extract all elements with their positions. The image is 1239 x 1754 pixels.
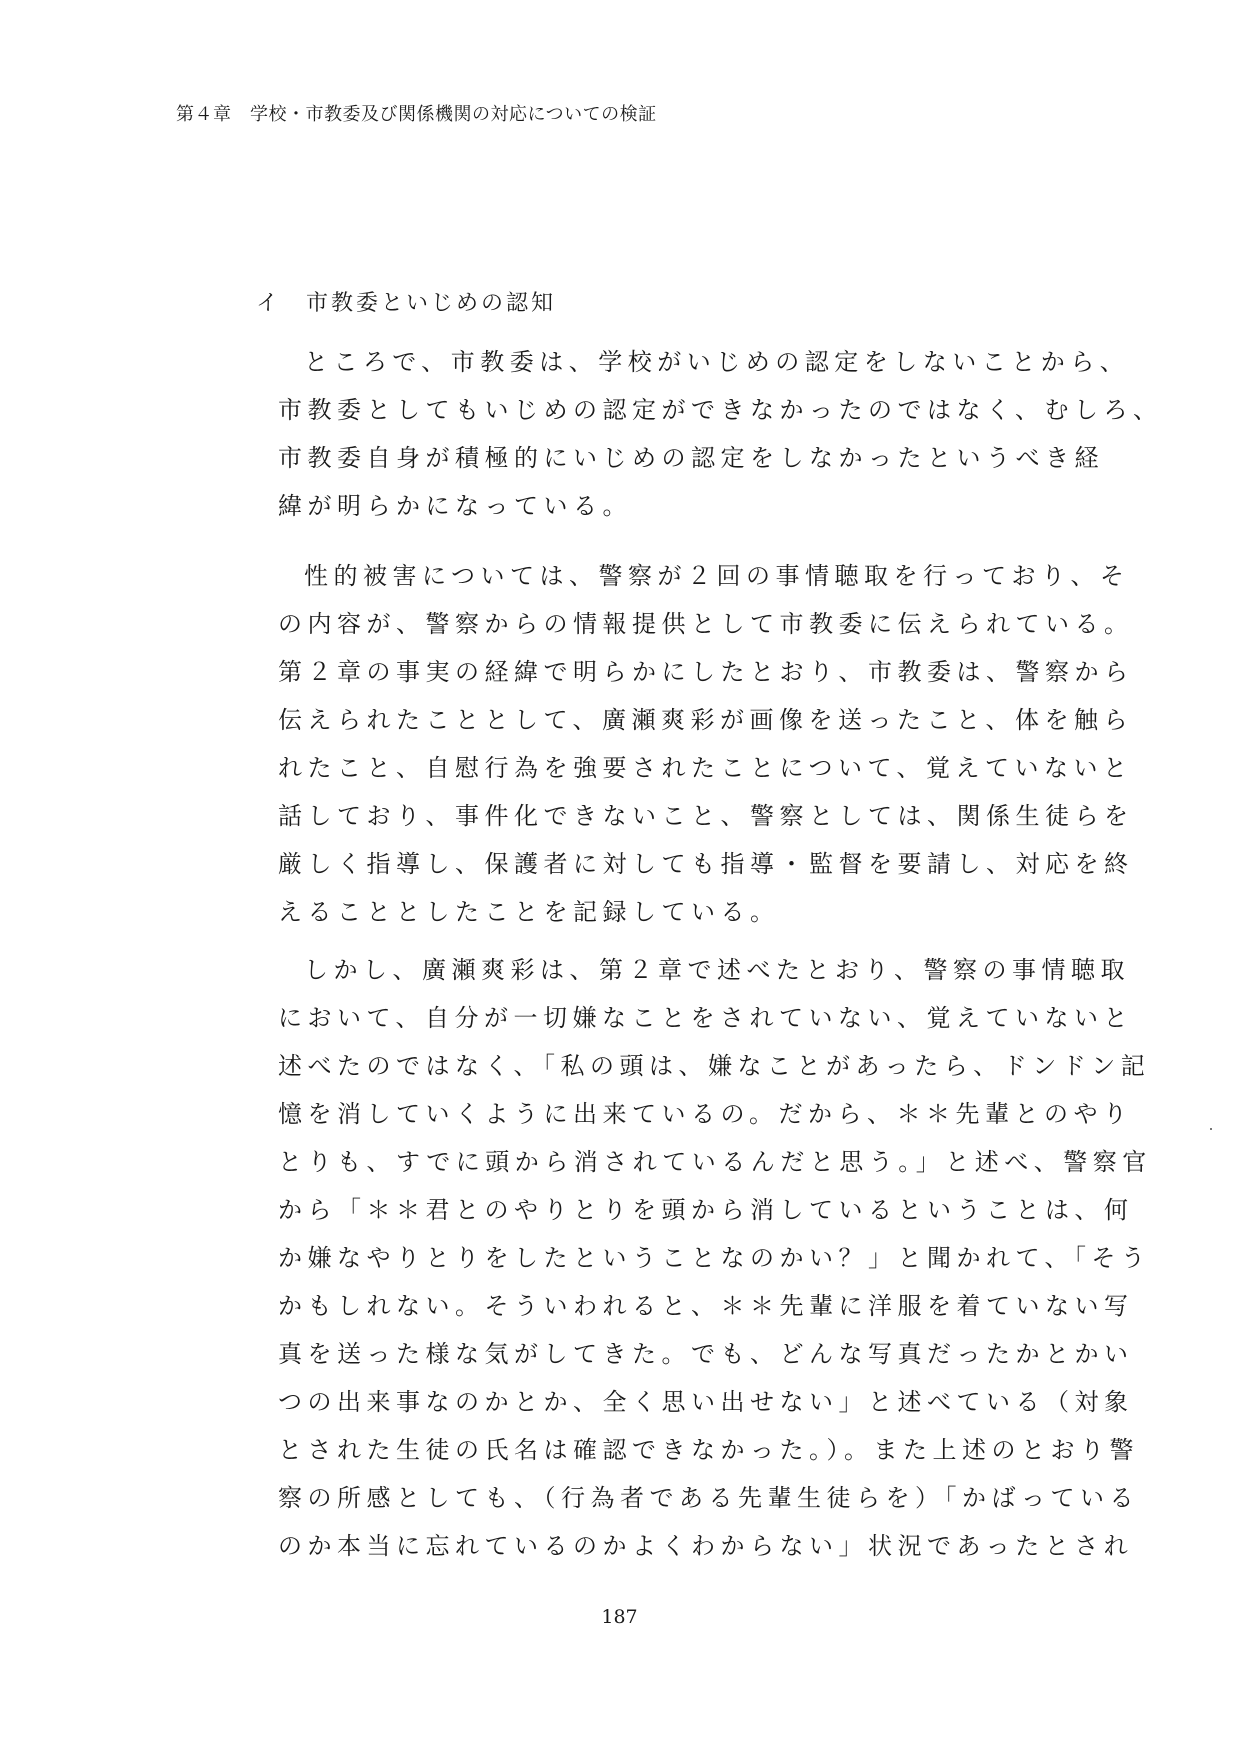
paragraph-line: 市教委としてもいじめの認定ができなかったのではなく、むしろ、 — [278, 396, 1163, 424]
paragraph-line: しかし、廣瀬爽彩は、第２章で述べたとおり、警察の事情聴取 — [304, 956, 1130, 984]
paragraph-line: えることとしたことを記録している。 — [278, 898, 780, 926]
paragraph-line: において、自分が一切嫌なことをされていない、覚えていないと — [278, 1004, 1134, 1032]
paragraph-line: のか本当に忘れているのかよくわからない」状況であったとされ — [278, 1532, 1134, 1560]
paragraph-line: 厳しく指導し、保護者に対しても指導・監督を要請し、対応を終 — [278, 850, 1134, 878]
paragraph-line: か嫌なやりとりをしたということなのかい？」と聞かれて、「そう — [278, 1244, 1151, 1272]
paragraph-line: 真を送った様な気がしてきた。でも、どんな写真だったかとかい — [278, 1340, 1134, 1368]
paragraph-line: 伝えられたこととして、廣瀬爽彩が画像を送ったこと、体を触ら — [278, 706, 1134, 734]
paragraph-line: 緯が明らかになっている。 — [278, 492, 632, 520]
paragraph-line: から「＊＊君とのやりとりを頭から消しているということは、何 — [278, 1196, 1134, 1224]
paragraph-line: 性的被害については、警察が２回の事情聴取を行っており、そ — [304, 562, 1130, 590]
paragraph-line: つの出来事なのかとか、全く思い出せない」と述べている（対象 — [278, 1388, 1134, 1416]
paragraph-2 — [278, 552, 1134, 936]
paragraph-line: 察の所感としても、（行為者である先輩生徒らを）「かばっている — [278, 1484, 1139, 1512]
paragraph-line: の内容が、警察からの情報提供として市教委に伝えられている。 — [278, 610, 1134, 638]
section-heading: イ 市教委といじめの認知 — [256, 291, 557, 316]
paragraph-line: 憶を消していくように出来ているの。だから、＊＊先輩とのやり — [278, 1100, 1133, 1128]
paragraph-line: かもしれない。そういわれると、＊＊先輩に洋服を着ていない写 — [278, 1292, 1134, 1320]
paragraph-line: 話しており、事件化できないこと、警察としては、関係生徒らを — [278, 802, 1134, 830]
page-number: 187 — [601, 1606, 638, 1628]
scan-artifact-dot — [1210, 1128, 1212, 1130]
paragraph-3 — [278, 946, 1152, 1570]
paragraph-line: とされた生徒の氏名は確認できなかった。）。また上述のとおり警 — [278, 1436, 1139, 1464]
chapter-running-header: 第４章 学校・市教委及び関係機関の対応についての検証 — [176, 104, 657, 125]
paragraph-line: 述べたのではなく、「私の頭は、嫌なことがあったら、ドンドン記 — [278, 1052, 1151, 1080]
paragraph-line: とりも、すでに頭から消されているんだと思う。」と述べ、警察官 — [278, 1148, 1152, 1176]
paragraph-line: 第２章の事実の経緯で明らかにしたとおり、市教委は、警察から — [278, 658, 1134, 686]
paragraph-line: れたこと、自慰行為を強要されたことについて、覚えていないと — [278, 754, 1133, 782]
paragraph-line: 市教委自身が積極的にいじめの認定をしなかったというべき経 — [278, 444, 1104, 472]
paragraph-line: ところで、市教委は、学校がいじめの認定をしないことから、 — [304, 348, 1130, 376]
paragraph-1 — [278, 338, 1163, 530]
